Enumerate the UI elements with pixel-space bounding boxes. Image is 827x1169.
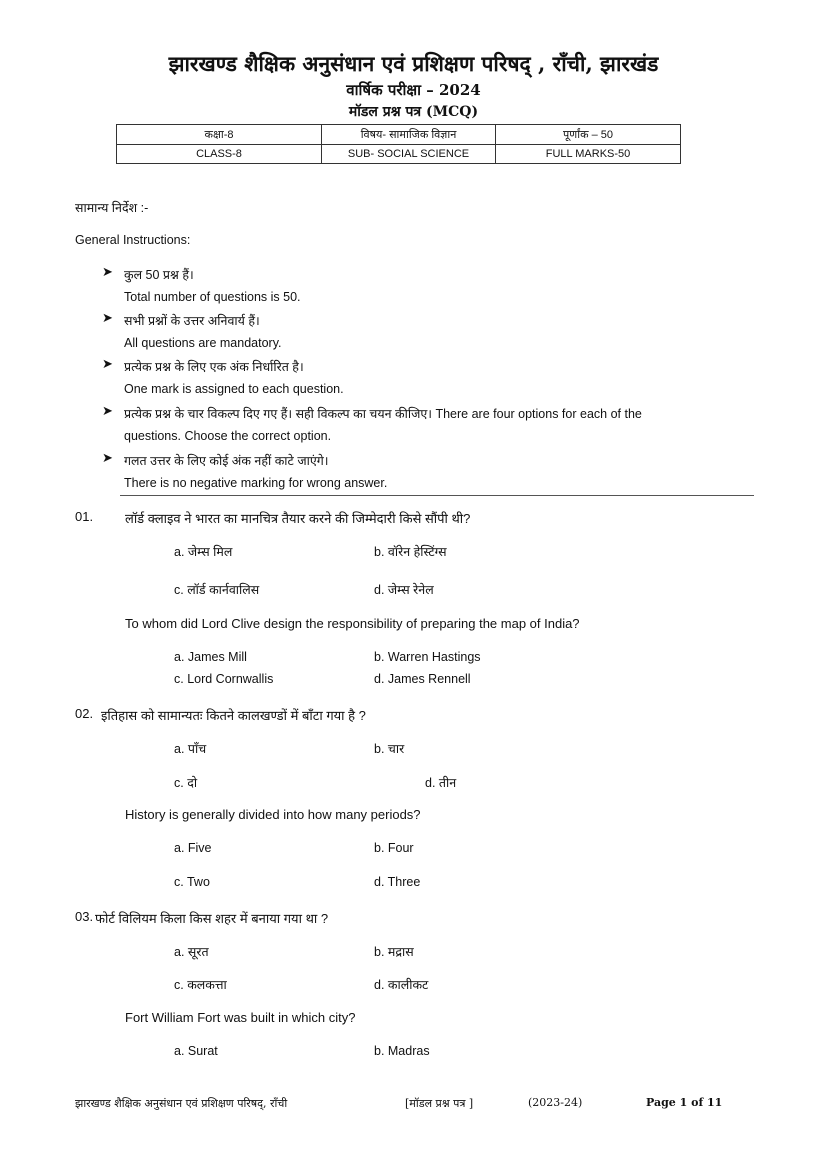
instruction-2-en: All questions are mandatory.	[124, 336, 282, 350]
question-2-en: History is generally divided into how many periods?	[125, 807, 421, 822]
arrow-bullet-icon: ➤	[102, 404, 113, 419]
instruction-5-en: There is no negative marking for wrong answer.	[124, 476, 388, 490]
q1-hi-option-d: d. जेम्स रेनेल	[374, 583, 434, 597]
q2-hi-option-a: a. पाँच	[174, 742, 207, 756]
marks-cell-en: FULL MARKS-50	[496, 145, 681, 164]
q1-en-option-b: b. Warren Hastings	[374, 650, 481, 664]
q3-hi-option-b: b. मद्रास	[374, 945, 414, 959]
footer-org: झारखण्ड शैक्षिक अनुसंधान एवं प्रशिक्षण परिषद्, राँची	[75, 1097, 288, 1110]
subject-cell-hi: विषय- सामाजिक विज्ञान	[322, 125, 496, 145]
instruction-1-hi: कुल 50 प्रश्न हैं।	[124, 268, 194, 282]
footer-paper: [मॉडल प्रश्न पत्र ]	[405, 1097, 474, 1110]
q2-en-option-d: d. Three	[374, 875, 421, 889]
arrow-bullet-icon: ➤	[102, 357, 113, 372]
footer-year: (2023-24)	[528, 1096, 583, 1109]
q3-hi-option-c: c. कलकत्ता	[174, 978, 227, 992]
q2-hi-option-b: b. चार	[374, 742, 405, 756]
question-1-en: To whom did Lord Clive design the responsibility of preparing the map of India?	[125, 616, 580, 631]
page-title: झारखण्ड शैक्षिक अनुसंधान एवं प्रशिक्षण परिषद् , राँची, झारखंड	[168, 51, 659, 76]
instructions-heading-en: General Instructions:	[75, 233, 191, 247]
info-table	[116, 124, 681, 164]
q3-en-option-a: a. Surat	[174, 1044, 218, 1058]
question-1-hi: लॉर्ड क्लाइव ने भारत का मानचित्र तैयार करने की जिम्मेदारी किसे सौंपी थी?	[125, 511, 471, 526]
footer-page-number: Page 1 of 11	[646, 1096, 723, 1109]
q1-hi-option-b: b. वॉरेन हेस्टिंग्स	[374, 545, 447, 559]
q2-en-option-c: c. Two	[174, 875, 210, 889]
q3-en-option-b: b. Madras	[374, 1044, 430, 1058]
q3-hi-option-a: a. सूरत	[174, 945, 209, 959]
q1-en-option-c: c. Lord Cornwallis	[174, 672, 274, 686]
instructions-heading-hi: सामान्य निर्देश :-	[75, 201, 149, 215]
instruction-4-hi: प्रत्येक प्रश्न के चार विकल्प दिए गए हैं। सही विकल्प का चयन कीजिए। There are four options for each of the	[124, 407, 642, 421]
instruction-3-hi: प्रत्येक प्रश्न के लिए एक अंक निर्धारित है।	[124, 360, 304, 374]
subject-cell-en: SUB- SOCIAL SCIENCE	[322, 145, 496, 164]
question-3-hi: फोर्ट विलियम किला किस शहर में बनाया गया था ?	[95, 911, 329, 926]
class-cell-en: CLASS-8	[117, 145, 322, 164]
exam-name: वार्षिक परीक्षा – 2024	[346, 81, 481, 99]
divider	[120, 495, 754, 496]
instruction-4-en: questions. Choose the correct option.	[124, 429, 332, 443]
marks-cell-hi: पूर्णांक – 50	[496, 125, 681, 145]
q1-hi-option-c: c. लॉर्ड कार्नवालिस	[174, 583, 260, 597]
info-row-hindi	[117, 125, 681, 145]
arrow-bullet-icon: ➤	[102, 311, 113, 326]
paper-type: मॉडल प्रश्न पत्र (MCQ)	[348, 104, 479, 120]
instruction-3-en: One mark is assigned to each question.	[124, 382, 344, 396]
arrow-bullet-icon: ➤	[102, 451, 113, 466]
arrow-bullet-icon: ➤	[102, 265, 113, 280]
question-1-number: 01.	[75, 509, 94, 524]
q2-en-option-a: a. Five	[174, 841, 212, 855]
question-2-number: 02.	[75, 706, 94, 721]
instruction-2-hi: सभी प्रश्नों के उत्तर अनिवार्य हैं।	[124, 314, 260, 328]
instruction-1-en: Total number of questions is 50.	[124, 290, 301, 304]
q1-hi-option-a: a. जेम्स मिल	[174, 545, 233, 559]
q3-hi-option-d: d. कालीकट	[374, 978, 429, 992]
info-row-english	[117, 145, 681, 164]
question-3-number: 03.	[75, 909, 94, 924]
question-2-hi: इतिहास को सामान्यतः कितने कालखण्डों में बाँटा गया है ?	[101, 708, 366, 723]
q2-en-option-b: b. Four	[374, 841, 414, 855]
q2-hi-option-c: c. दो	[174, 776, 198, 790]
q2-hi-option-d: d. तीन	[425, 776, 457, 790]
q1-en-option-a: a. James Mill	[174, 650, 247, 664]
class-cell-hi: कक्षा-8	[117, 125, 322, 145]
instruction-5-hi: गलत उत्तर के लिए कोई अंक नहीं काटे जाएंगे।	[124, 454, 329, 468]
q1-en-option-d: d. James Rennell	[374, 672, 471, 686]
question-3-en: Fort William Fort was built in which city?	[125, 1010, 356, 1025]
